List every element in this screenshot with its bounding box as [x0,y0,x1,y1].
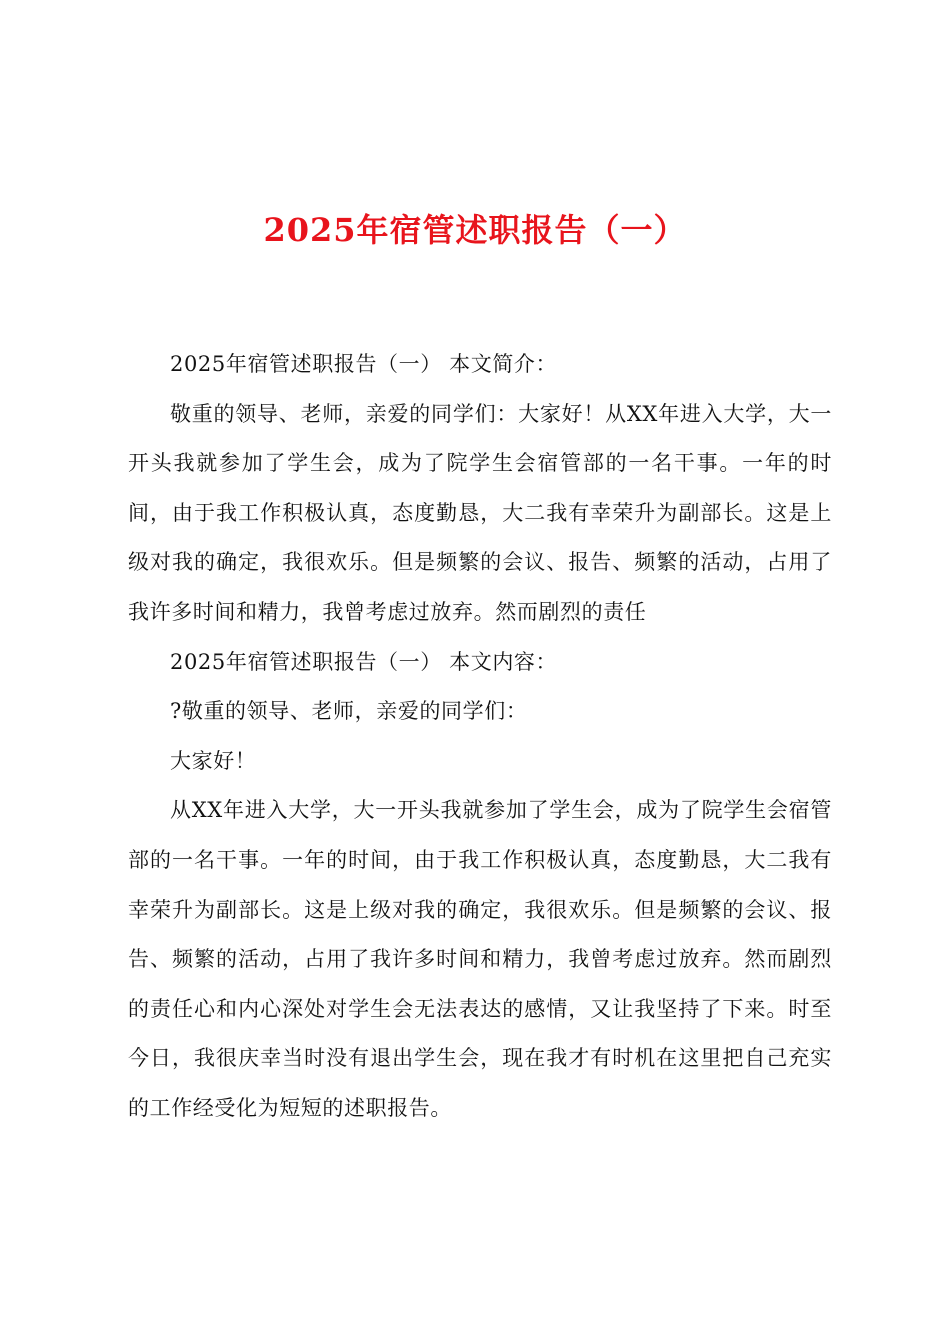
paragraph-salutation: ?敬重的领导、老师，亲爱的同学们： [170,699,528,724]
document-body [128,340,832,1134]
paragraph-content-heading: 2025年宿管述职报告（一） 本文内容： [170,649,558,674]
paragraph-main: 从XX年进入大学，大一开头我就参加了学生会，成为了院学生会宿管部的一名干事。一年的时间，由于我工作积极认真，态度勤恳，大二我有幸荣升为副部长。这是上级对我的确定，我很欢乐。但是频繁的会议、报告、频繁的活动，占用了我许多时间和精力，我曾考虑过放弃。然而剧烈的责任心和内心深处对学生会无法表达的感情，又让我坚持了下来。时至今日，我很庆幸当时没有退出学生会，现在我才有时机在这里把自己充实的工作经受化为短短的述职报告。 [128,798,832,1120]
document-title: 2025年宿管述职报告（一） [263,211,687,249]
paragraph-greeting: 大家好！ [170,748,257,773]
paragraph-summary: 敬重的领导、老师，亲爱的同学们：大家好！从XX年进入大学，大一开头我就参加了学生会，成为了院学生会宿管部的一名干事。一年的时间，由于我工作积极认真，态度勤恳，大二我有幸荣升为副部长。这是上级对我的确定，我很欢乐。但是频繁的会议、报告、频繁的活动，占用了我许多时间和精力，我曾考虑过放弃。然而剧烈的责任 [128,401,832,624]
paragraph-summary-heading: 2025年宿管述职报告（一） 本文简介： [170,352,558,376]
